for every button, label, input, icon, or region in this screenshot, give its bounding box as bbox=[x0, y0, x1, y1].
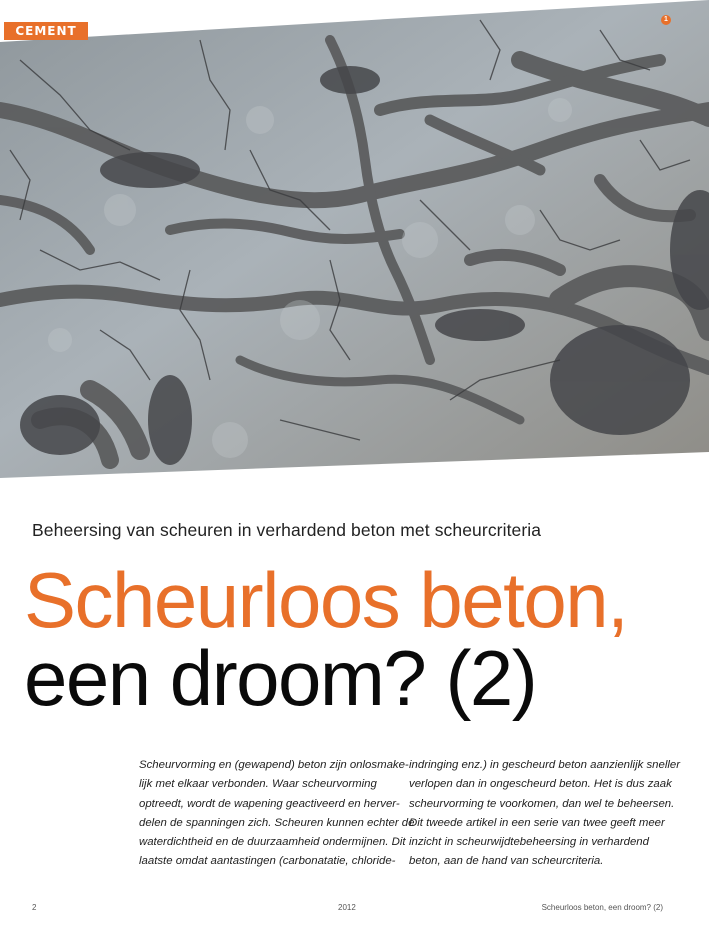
intro-line: laatste omdat aantastingen (carbonatatie, chloride- bbox=[139, 855, 396, 868]
page-number: 2 bbox=[32, 903, 37, 912]
intro-line: lijk met elkaar verbonden. Waar scheurvorming bbox=[139, 778, 377, 791]
intro-column-1 bbox=[139, 756, 415, 872]
running-title: Scheurloos beton, een droom? (2) bbox=[541, 903, 663, 912]
article-subtitle: Beheersing van scheuren in verhardend beton met scheurcriteria bbox=[32, 520, 542, 540]
intro-line: inzicht in scheurwijdtebeheersing in verhardend bbox=[409, 836, 649, 849]
intro-line: delen de spanningen zich. Scheuren kunnen echter de bbox=[139, 816, 415, 829]
intro-line: indringing enz.) in gescheurd beton aanzienlijk sneller bbox=[409, 759, 681, 771]
corner-badge: 1 bbox=[661, 15, 671, 25]
intro-line: scheurvorming te voorkomen, dan wel te beheersen. bbox=[409, 797, 675, 810]
magazine-logo: CEMENT bbox=[4, 22, 88, 40]
intro-line: Scheurvorming en (gewapend) beton zijn onlosmake- bbox=[139, 759, 409, 771]
intro-line: waterdichtheid en de duurzaamheid ondermijnen. Dit bbox=[139, 836, 406, 849]
intro-line: beton, aan de hand van scheurcriteria. bbox=[409, 855, 604, 868]
issue-year: 2012 bbox=[338, 903, 356, 912]
intro-line: verlopen dan in ongescheurd beton. Het is dus zaak bbox=[409, 778, 672, 791]
intro-column-2 bbox=[409, 756, 681, 872]
article-title-line-1: Scheurloos beton, bbox=[24, 556, 628, 644]
intro-line: Dit tweede artikel in een serie van twee geeft meer bbox=[409, 816, 665, 829]
intro-line: optreedt, wordt de wapening geactiveerd en herver- bbox=[139, 797, 400, 810]
article-title-line-2: een droom? (2) bbox=[24, 634, 537, 722]
